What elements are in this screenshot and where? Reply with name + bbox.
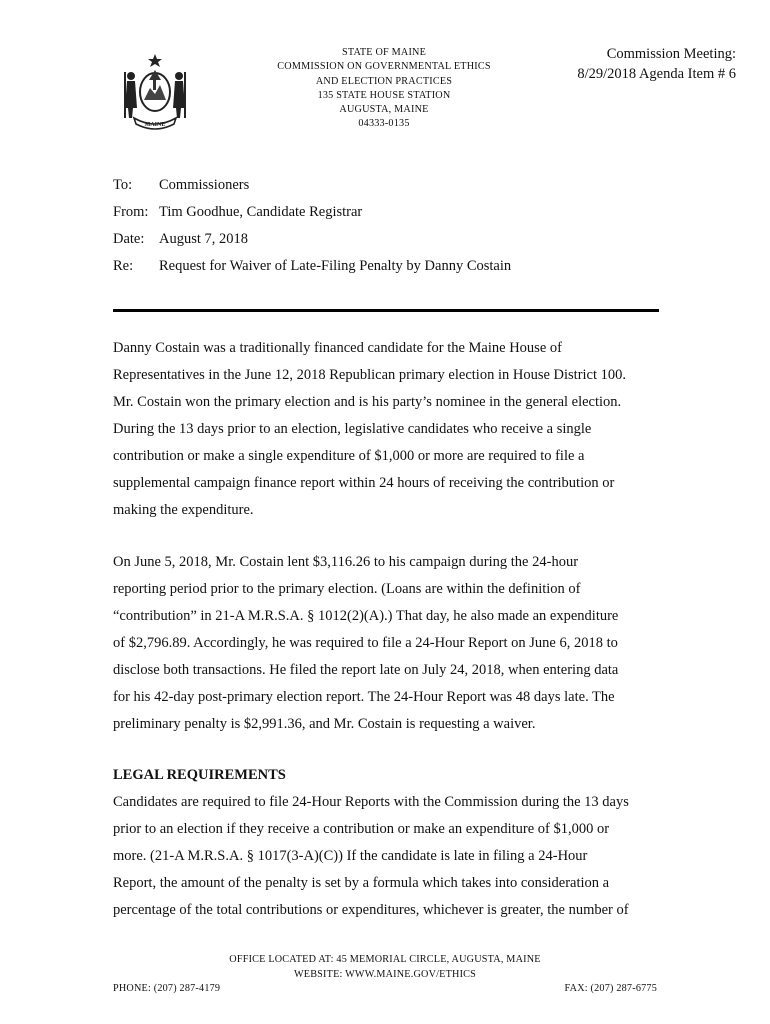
memo-from-value: Tim Goodhue, Candidate Registrar — [159, 204, 363, 220]
meeting-reference — [560, 44, 736, 84]
text-line: of $2,796.89. Accordingly, he was required to file a 24-Hour Report on June 6, 2018 to — [113, 635, 618, 651]
agency-address-block — [258, 46, 510, 132]
text-line: On June 5, 2018, Mr. Costain lent $3,116.26 to his campaign during the 24-hour — [113, 554, 579, 570]
text-line: During the 13 days prior to an election, legislative candidates who receive a single — [113, 421, 592, 437]
footer-fax: FAX: (207) 287-6775 — [564, 983, 657, 994]
section-legal-requirements — [113, 762, 661, 924]
memo-date-value: August 7, 2018 — [159, 231, 249, 247]
memo-to-value: Commissioners — [159, 177, 250, 193]
footer-office-info — [160, 953, 610, 982]
seal-banner-text: MAINE — [144, 122, 166, 128]
agency-line: STATE OF MAINE — [341, 47, 427, 58]
text-line: supplemental campaign finance report within 24 hours of receiving the contribution or — [113, 475, 615, 491]
section-heading: LEGAL REQUIREMENTS — [113, 767, 286, 783]
footer-phone: PHONE: (207) 287-4179 — [113, 983, 221, 994]
memo-to-row — [113, 172, 511, 199]
text-line: making the expenditure. — [113, 502, 254, 518]
header-divider — [113, 309, 659, 312]
memo-from-row — [113, 199, 511, 226]
meeting-title: Commission Meeting: — [606, 46, 736, 62]
memo-re-value: Request for Waiver of Late-Filing Penalty by Danny Costain — [159, 258, 512, 274]
agency-line: 135 STATE HOUSE STATION — [317, 89, 451, 101]
text-line: contribution or make a single expenditure of $1,000 or more are required to file a — [113, 448, 585, 464]
agency-line: COMMISSION ON GOVERNMENTAL ETHICS — [277, 61, 491, 73]
text-line: prior to an election if they receive a contribution or make an expenditure of $1,000 or — [113, 821, 610, 837]
text-line: percentage of the total contributions or expenditures, whichever is greater, the number of — [113, 902, 629, 918]
memo-from-label: From: — [113, 204, 149, 220]
agenda-item: 8/29/2018 Agenda Item # 6 — [577, 66, 736, 82]
footer-office-line: OFFICE LOCATED AT: 45 MEMORIAL CIRCLE, AUGUSTA, MAINE — [229, 954, 541, 965]
memo-re-row — [113, 253, 511, 280]
text-line: for his 42-day post-primary election report. The 24-Hour Report was 48 days late. The — [113, 689, 615, 705]
memo-date-row — [113, 226, 511, 253]
text-line: Representatives in the June 12, 2018 Republican primary election in House District 100. — [113, 367, 627, 383]
text-line: reporting period prior to the primary election. (Loans are within the definition of — [113, 581, 581, 597]
text-line: Candidates are required to file 24-Hour Reports with the Commission during the 13 days — [113, 794, 629, 810]
text-line: “contribution” in 21-A M.R.S.A. § 1012(2)(A).) That day, he also made an expenditure — [113, 608, 619, 624]
agency-line: 04333-0135 — [358, 118, 410, 130]
text-line: disclose both transactions. He filed the report late on July 24, 2018, when entering data — [113, 662, 619, 678]
memo-header — [113, 172, 511, 280]
text-line: Danny Costain was a traditionally financed candidate for the Maine House of — [113, 340, 562, 356]
agency-line: AND ELECTION PRACTICES — [315, 75, 453, 87]
agency-line: AUGUSTA, MAINE — [339, 104, 429, 116]
paragraph-background — [113, 335, 661, 524]
paragraph-facts — [113, 549, 661, 738]
memo-date-label: Date: — [113, 231, 145, 247]
memo-re-label: Re: — [113, 258, 134, 274]
text-line: Report, the amount of the penalty is set by a formula which takes into consideration a — [113, 875, 610, 891]
memo-to-label: To: — [113, 177, 133, 193]
text-line: preliminary penalty is $2,991.36, and Mr. Costain is requesting a waiver. — [113, 716, 536, 732]
text-line: more. (21-A M.R.S.A. § 1017(3-A)(C)) If the candidate is late in filing a 24-Hour — [113, 848, 588, 864]
text-line: Mr. Costain won the primary election and is his party’s nominee in the general election. — [113, 394, 622, 410]
state-seal-logo — [122, 52, 188, 130]
footer-website-line: WEBSITE: WWW.MAINE.GOV/ETHICS — [293, 968, 477, 980]
